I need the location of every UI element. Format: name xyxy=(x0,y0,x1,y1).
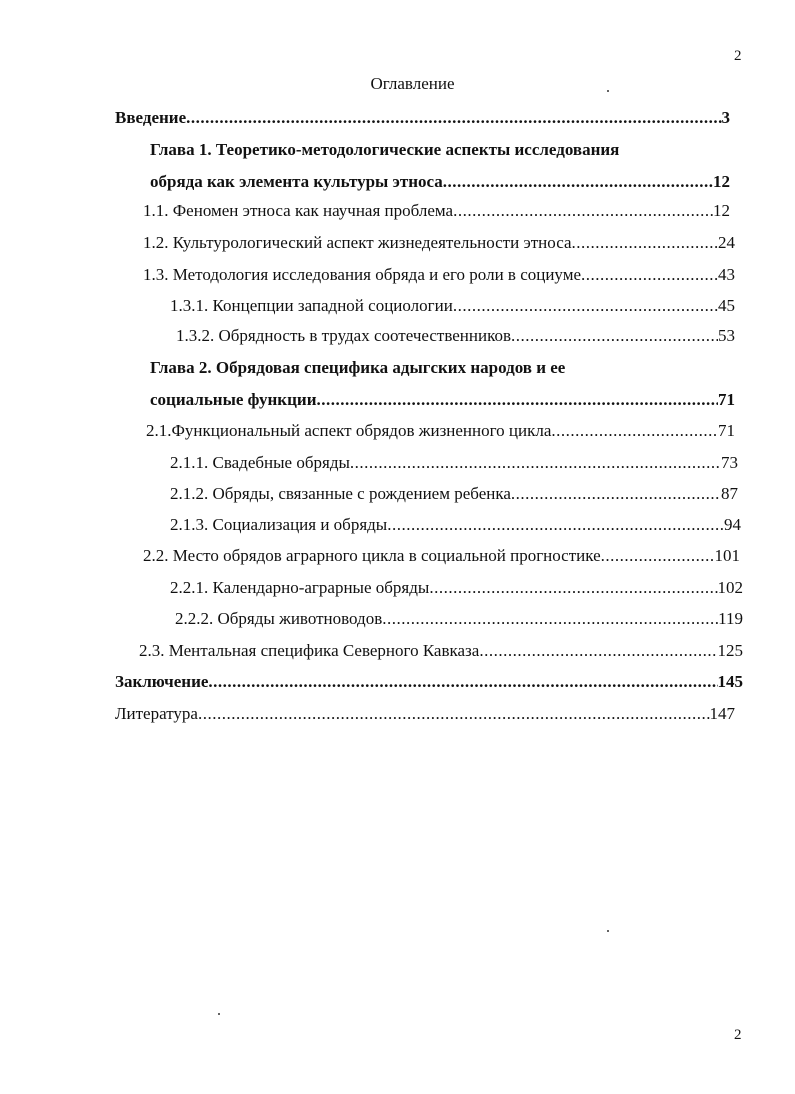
toc-entry-introduction: Введение ..... 3 xyxy=(115,106,730,130)
scan-speck xyxy=(607,90,609,92)
toc-entry-1-3-1: 1.3.1. Концепции западной социологии ..... 45 xyxy=(170,294,735,318)
toc-entry-chapter2: социальные функции ..... 71 xyxy=(150,388,735,412)
toc-entry-2-2: 2.2. Место обрядов аграрного цикла в социальной прогностике ..... 101 xyxy=(143,544,740,568)
toc-entry-chapter1: обряда как элемента культуры этноса ..... 12 xyxy=(150,170,730,194)
toc-title: Оглавление xyxy=(370,74,455,93)
toc-entry-1-2: 1.2. Культурологический аспект жизнедеятельности этноса ..... 24 xyxy=(143,231,735,255)
toc-entry-2-1-1: 2.1.1. Свадебные обряды ..... 73 xyxy=(170,451,738,475)
page-number-bottom: 2 xyxy=(734,1027,742,1043)
page-number-top: 2 xyxy=(734,48,742,64)
toc-entry-literature: Литература ..... 147 xyxy=(115,702,735,726)
toc-entry-conclusion: Заключение ..... 145 xyxy=(115,670,743,694)
toc-entry-1-1: 1.1. Феномен этноса как научная проблема ..... 12 xyxy=(143,199,730,223)
toc-entry-2-2-2: 2.2.2. Обряды животноводов ..... 119 xyxy=(175,607,743,631)
toc-entry-2-1: 2.1.Функциональный аспект обрядов жизненного цикла ..... 71 xyxy=(146,419,735,443)
scan-speck xyxy=(607,930,609,932)
toc-entry-chapter2-line1: Глава 2. Обрядовая специфика адыгских народов и ее xyxy=(150,358,566,377)
toc-entry-chapter1-line1: Глава 1. Теоретико-методологические аспекты исследования xyxy=(150,140,620,159)
toc-entry-1-3-2: 1.3.2. Обрядность в трудах соотечественников ..... 53 xyxy=(176,324,735,348)
scan-speck xyxy=(218,1013,220,1015)
toc-entry-1-3: 1.3. Методология исследования обряда и его роли в социуме ..... 43 xyxy=(143,263,735,287)
toc-entry-2-1-2: 2.1.2. Обряды, связанные с рождением ребенка ..... 87 xyxy=(170,482,738,506)
toc-entry-2-2-1: 2.2.1. Календарно-аграрные обряды ..... 102 xyxy=(170,576,743,600)
toc-entry-2-3: 2.3. Ментальная специфика Северного Кавказа ..... 125 xyxy=(139,639,743,663)
toc-entry-2-1-3: 2.1.3. Социализация и обряды ..... 94 xyxy=(170,513,741,537)
